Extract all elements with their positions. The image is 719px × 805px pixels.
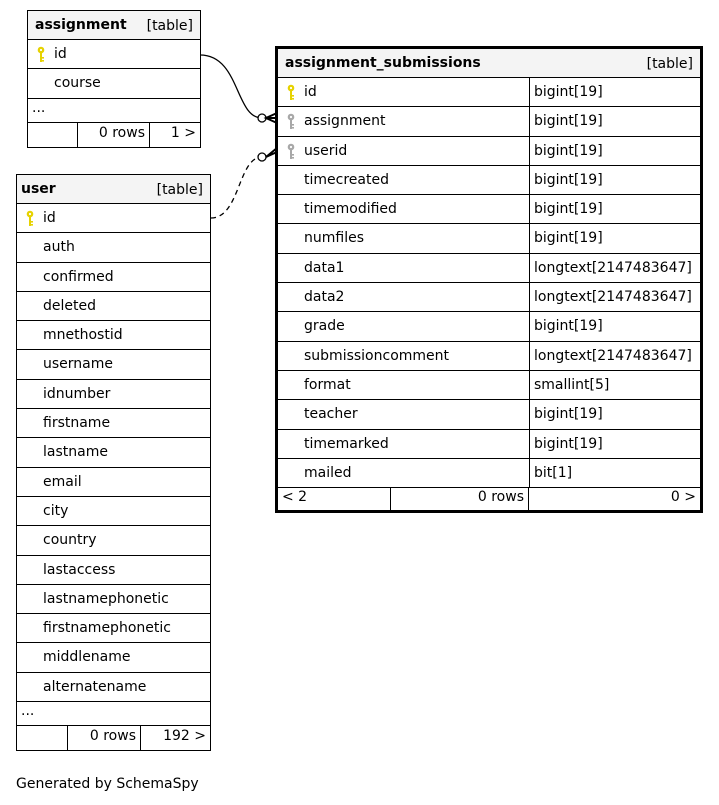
column-row-username[interactable] [17, 350, 210, 379]
column-name: course [54, 75, 101, 92]
table-type: [table] [156, 182, 203, 198]
column-row-idnumber[interactable] [17, 380, 210, 409]
footer-right-link[interactable]: 0 > [670, 489, 696, 506]
footer-right-link[interactable]: 1 > [170, 124, 196, 141]
column-row-format[interactable] [278, 371, 700, 400]
column-name: lastname [43, 444, 108, 461]
foreign-key-icon [286, 143, 296, 161]
more-columns-ellipsis: ... [28, 99, 200, 123]
column-row-auth[interactable] [17, 233, 210, 262]
column-row-middlename[interactable] [17, 643, 210, 672]
column-name: firstnamephonetic [43, 620, 171, 637]
column-name: username [43, 356, 113, 373]
column-type: bigint[19] [529, 137, 700, 165]
column-row-mnethostid[interactable] [17, 321, 210, 350]
column-row-city[interactable] [17, 497, 210, 526]
footer-right-link[interactable]: 192 > [163, 728, 206, 745]
column-list [17, 204, 210, 702]
column-row-userid[interactable] [278, 137, 700, 166]
column-name: userid [304, 142, 348, 159]
column-type: bit[1] [529, 459, 700, 487]
column-name: data1 [304, 259, 345, 276]
column-row-deleted[interactable] [17, 292, 210, 321]
primary-key-icon [25, 210, 35, 228]
footer-left-cell [28, 123, 78, 147]
column-row-country[interactable] [17, 526, 210, 555]
column-row-timecreated[interactable] [278, 166, 700, 195]
column-row-numfiles[interactable] [278, 224, 700, 253]
column-row-id[interactable] [28, 40, 200, 69]
column-type: bigint[19] [529, 166, 700, 194]
column-row-course[interactable] [28, 69, 200, 98]
column-row-firstnamephonetic[interactable] [17, 614, 210, 643]
column-row-grade[interactable] [278, 312, 700, 341]
column-name: teacher [304, 406, 358, 423]
column-list [28, 40, 200, 99]
column-type: bigint[19] [529, 430, 700, 458]
table-header [17, 175, 210, 204]
column-row-mailed[interactable] [278, 459, 700, 488]
column-type: smallint[5] [529, 371, 700, 399]
column-type: bigint[19] [529, 224, 700, 252]
column-type: bigint[19] [529, 400, 700, 428]
user-link-optional-marker [258, 153, 266, 161]
primary-key-icon [36, 46, 46, 64]
table-type: [table] [146, 18, 193, 34]
column-name: data2 [304, 289, 345, 306]
column-row-lastnamephonetic[interactable] [17, 585, 210, 614]
column-name: id [54, 46, 67, 62]
footer-rows-cell: 0 rows [391, 488, 529, 510]
column-name: id [43, 210, 56, 226]
footer-left-cell [17, 726, 68, 750]
column-type: bigint[19] [529, 312, 700, 340]
column-name: deleted [43, 297, 96, 314]
footer-prev-link[interactable]: < 2 [278, 488, 391, 510]
column-row-teacher[interactable] [278, 400, 700, 429]
column-row-submissioncomment[interactable] [278, 342, 700, 371]
column-row-alternatename[interactable] [17, 673, 210, 702]
column-name: firstname [43, 415, 111, 432]
column-type: bigint[19] [529, 195, 700, 223]
column-name: id [304, 84, 317, 100]
table-header [278, 49, 700, 78]
column-name: timecreated [304, 171, 389, 188]
column-row-timemarked[interactable] [278, 430, 700, 459]
column-row-data2[interactable] [278, 283, 700, 312]
column-name: format [304, 376, 351, 393]
footer-rows-cell: 0 rows [78, 123, 150, 147]
column-name: country [43, 532, 97, 549]
column-type: bigint[19] [529, 107, 700, 135]
column-type: bigint[19] [529, 78, 700, 106]
footer-rows-cell: 0 rows [68, 726, 141, 750]
column-name: timemarked [304, 435, 389, 452]
column-name: submissioncomment [304, 347, 450, 364]
column-name: city [43, 502, 69, 519]
column-name: middlename [43, 649, 131, 666]
column-name: lastaccess [43, 561, 116, 578]
foreign-key-icon [286, 113, 296, 131]
table-header [28, 11, 200, 40]
column-row-confirmed[interactable] [17, 263, 210, 292]
column-name: idnumber [43, 385, 111, 402]
column-row-lastaccess[interactable] [17, 556, 210, 585]
column-row-email[interactable] [17, 468, 210, 497]
column-row-timemodified[interactable] [278, 195, 700, 224]
generated-by-note: Generated by SchemaSpy [16, 776, 199, 792]
table-footer [278, 488, 700, 510]
column-row-id[interactable] [278, 78, 700, 107]
assignment-table[interactable] [27, 10, 201, 148]
column-row-lastname[interactable] [17, 438, 210, 467]
column-name: assignment [304, 113, 386, 130]
column-name: auth [43, 239, 75, 256]
column-name: mailed [304, 464, 352, 481]
column-type: longtext[2147483647] [529, 283, 700, 311]
table-name: assignment_submissions [285, 55, 481, 71]
column-row-firstname[interactable] [17, 409, 210, 438]
column-name: numfiles [304, 230, 364, 247]
table-footer [17, 726, 210, 750]
user-table[interactable] [16, 174, 211, 751]
table-name: assignment [35, 17, 127, 33]
column-name: alternatename [43, 678, 147, 695]
column-row-assignment[interactable] [278, 107, 700, 136]
table-name: user [21, 181, 56, 197]
column-row-id[interactable] [17, 204, 210, 233]
column-row-data1[interactable] [278, 254, 700, 283]
column-name: confirmed [43, 268, 114, 285]
assignment-id-link [200, 55, 262, 118]
column-list [278, 78, 700, 488]
column-type: longtext[2147483647] [529, 254, 700, 282]
primary-key-icon [286, 84, 296, 102]
column-name: grade [304, 318, 345, 335]
column-type: longtext[2147483647] [529, 342, 700, 370]
column-name: email [43, 473, 82, 490]
table-footer [28, 123, 200, 147]
table-type: [table] [646, 56, 693, 72]
user-id-link [211, 157, 262, 218]
column-name: lastnamephonetic [43, 590, 169, 607]
column-name: timemodified [304, 201, 397, 218]
assignment-submissions-table[interactable] [275, 46, 703, 513]
column-name: mnethostid [43, 327, 123, 344]
more-columns-ellipsis: ... [17, 702, 210, 726]
